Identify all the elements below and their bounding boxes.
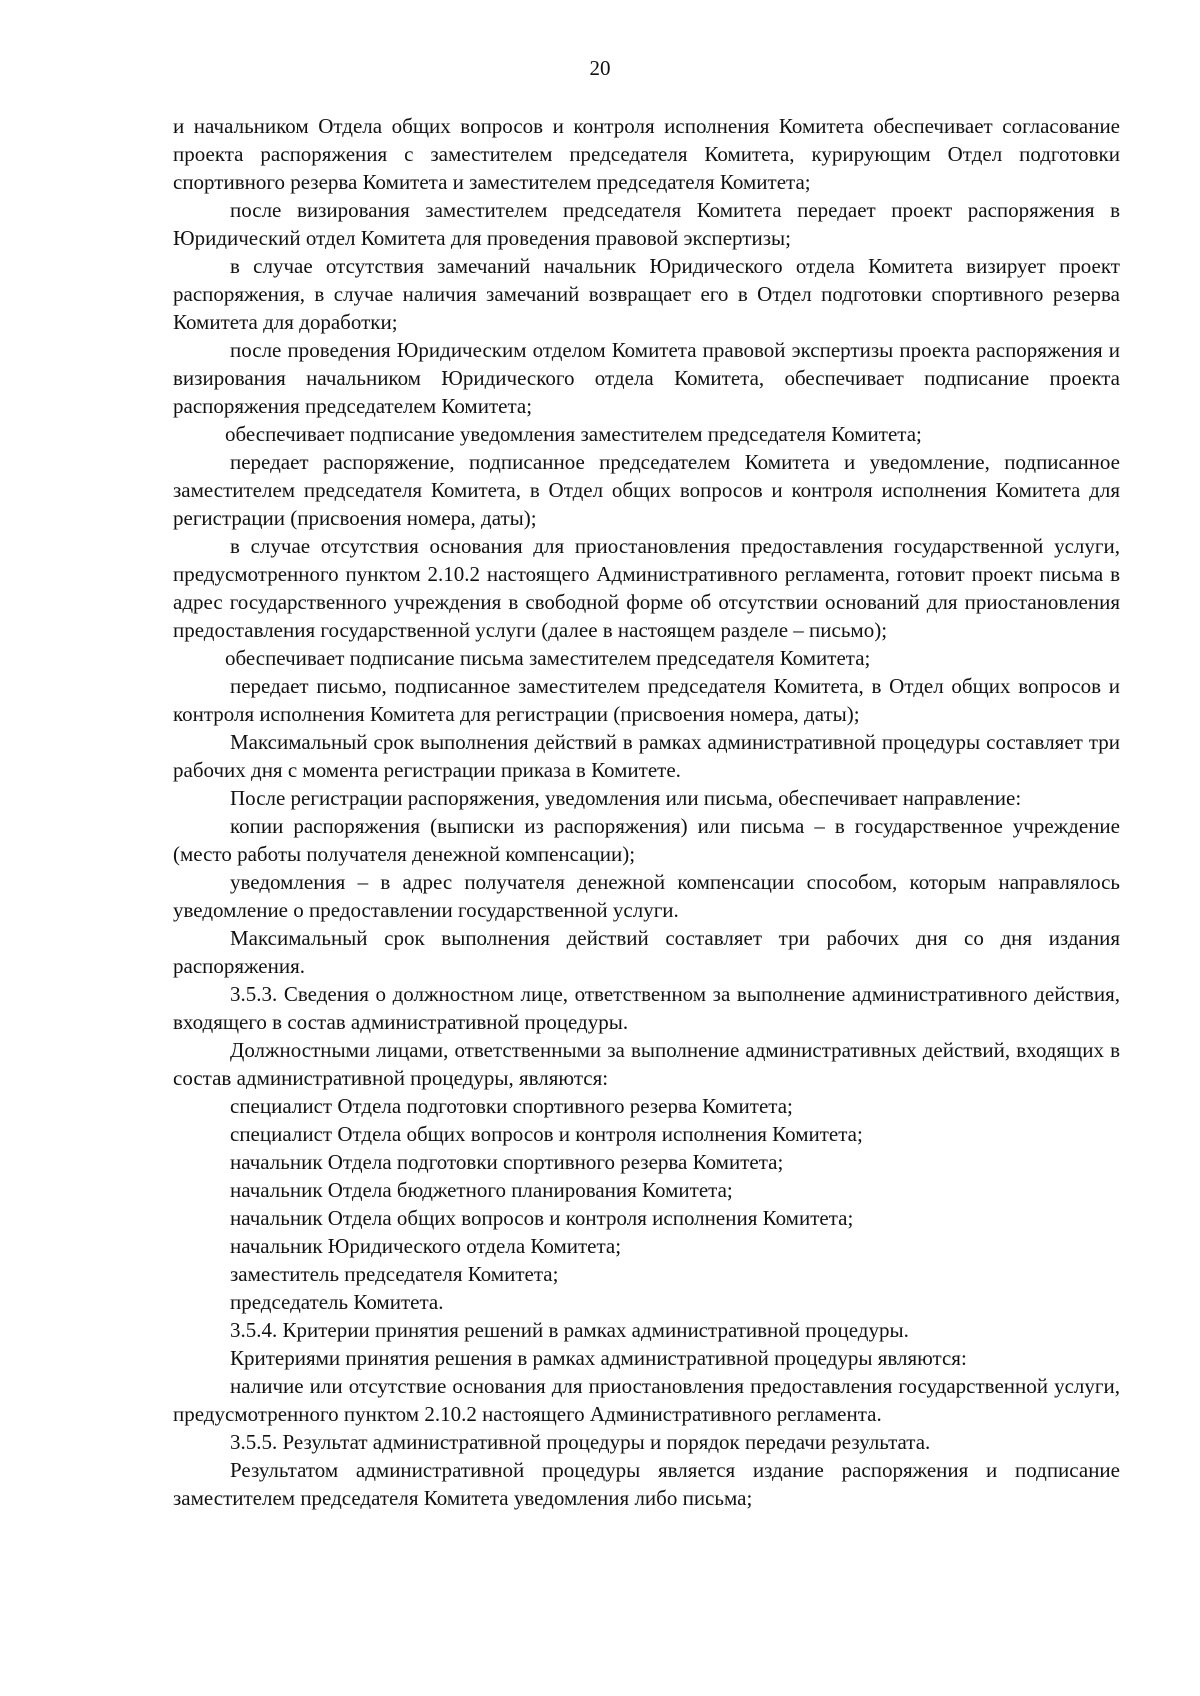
list-item: специалист Отдела подготовки спортивного резерва Комитета; <box>230 1094 793 1118</box>
paragraph: наличие или отсутствие основания для приостановления предоставления государственной услуги, предусмотренного пунктом 2.10.2 настоящего Административного регламента. <box>173 1374 1120 1426</box>
paragraph: и начальником Отдела общих вопросов и контроля исполнения Комитета обеспечивает согласование проекта распоряжения с заместителем председателя Комитета, курирующим Отдел подготовки спортивного резерва Комитета и заместителем председателя Комитета; <box>173 114 1120 194</box>
paragraph: Результатом административной процедуры является издание распоряжения и подписание заместителем председателя Комитета уведомления либо письма; <box>173 1458 1120 1510</box>
paragraph: в случае отсутствия основания для приостановления предоставления государственной услуги, предусмотренного пунктом 2.10.2 настоящего Административного регламента, готовит проект письма в адрес государственного учреждения в свободной форме об отсутствии оснований для приостановления предоставления государственной услуги (далее в настоящем разделе – письмо); <box>173 534 1120 642</box>
section-heading: 3.5.4. Критерии принятия решений в рамках административной процедуры. <box>230 1318 909 1342</box>
page-number: 20 <box>589 56 611 80</box>
list-item: начальник Отдела общих вопросов и контроля исполнения Комитета; <box>230 1206 854 1230</box>
paragraph: Максимальный срок выполнения действий в рамках административной процедуры составляет три рабочих дня с момента регистрации приказа в Комитете. <box>173 730 1120 782</box>
list-item: начальник Юридического отдела Комитета; <box>230 1234 622 1258</box>
paragraph: Должностными лицами, ответственными за выполнение административных действий, входящих в состав административной процедуры, являются: <box>173 1038 1120 1090</box>
list-item: начальник Отдела подготовки спортивного резерва Комитета; <box>230 1150 784 1174</box>
paragraph: уведомления – в адрес получателя денежной компенсации способом, которым направлялось уведомление о предоставлении государственной услуги. <box>173 870 1120 922</box>
section-heading: 3.5.3. Сведения о должностном лице, ответственном за выполнение административного действия, входящего в состав административной процедуры. <box>173 982 1120 1034</box>
paragraph: После регистрации распоряжения, уведомления или письма, обеспечивает направление: <box>230 786 1022 810</box>
paragraph: Максимальный срок выполнения действий составляет три рабочих дня со дня издания распоряжения. <box>173 926 1120 978</box>
list-item: специалист Отдела общих вопросов и контроля исполнения Комитета; <box>230 1122 863 1146</box>
paragraph: обеспечивает подписание уведомления заместителем председателя Комитета; <box>225 422 922 446</box>
paragraph: после визирования заместителем председателя Комитета передает проект распоряжения в Юридический отдел Комитета для проведения правовой экспертизы; <box>173 198 1120 250</box>
list-item: председатель Комитета. <box>230 1290 444 1314</box>
section-heading: 3.5.5. Результат административной процедуры и порядок передачи результата. <box>230 1430 931 1454</box>
paragraph: Критериями принятия решения в рамках административной процедуры являются: <box>230 1346 967 1370</box>
paragraph: в случае отсутствия замечаний начальник Юридического отдела Комитета визирует проект распоряжения, в случае наличия замечаний возвращает его в Отдел подготовки спортивного резерва Комитета для доработки; <box>173 254 1120 334</box>
list-item: начальник Отдела бюджетного планирования Комитета; <box>230 1178 733 1202</box>
document-body <box>173 112 1120 1512</box>
paragraph: передает письмо, подписанное заместителем председателя Комитета, в Отдел общих вопросов и контроля исполнения Комитета для регистрации (присвоения номера, даты); <box>173 674 1120 726</box>
paragraph: обеспечивает подписание письма заместителем председателя Комитета; <box>225 646 871 670</box>
paragraph: передает распоряжение, подписанное председателем Комитета и уведомление, подписанное заместителем председателя Комитета, в Отдел общих вопросов и контроля исполнения Комитета для регистрации (присвоения номера, даты); <box>173 450 1120 530</box>
list-item: заместитель председателя Комитета; <box>230 1262 559 1286</box>
paragraph: копии распоряжения (выписки из распоряжения) или письма – в государственное учреждение (место работы получателя денежной компенсации); <box>173 814 1120 866</box>
paragraph: после проведения Юридическим отделом Комитета правовой экспертизы проекта распоряжения и визирования начальником Юридического отдела Комитета, обеспечивает подписание проекта распоряжения председателем Комитета; <box>173 338 1120 418</box>
